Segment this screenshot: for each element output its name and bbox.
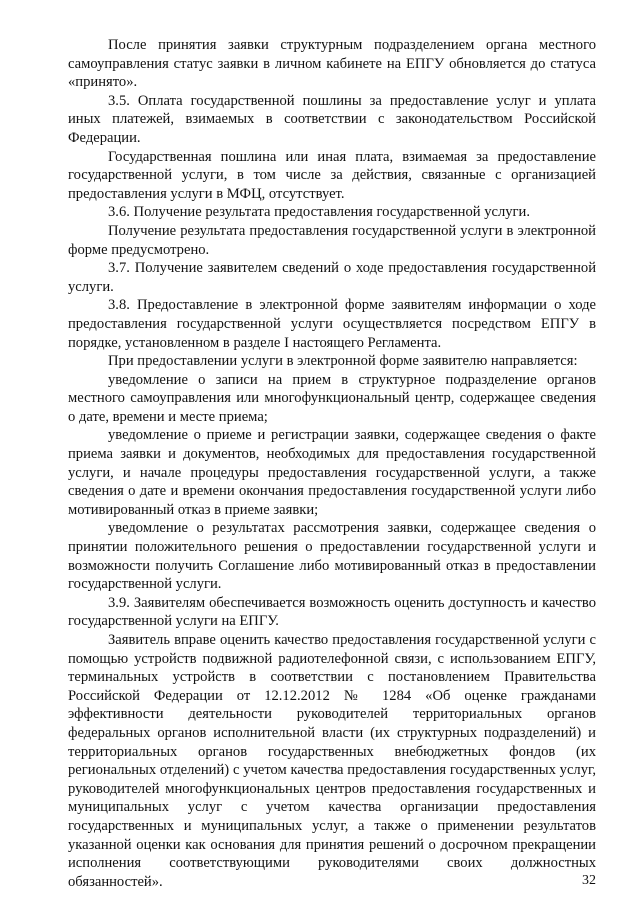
paragraph-quality-evaluation: Заявитель вправе оценить качество предоставления государственной услуги с помощью устройств подвижной радиотелефонной связи, с использованием ЕПГУ, терминальных устройств в соответствии с постановлением Правительства Российской Федерации от 12.12.2012 № 1284 «Об оценке гражданами эффективности деятельности руководителей территориальных органов федеральных органов исполнительной власти (их структурных подразделений) и территориальных органов государственных внебюджетных фондов (их региональных отделений) с учетом качества предоставления государственных услуг, руководителей многофункциональных центров предоставления государственных и муниципальных услуг с учетом качества организации предоставления государственных и муниципальных услуг, а также о применении результатов указанной оценки как основания для принятия решений о досрочном прекращении исполнения соответствующими руководителями своих должностных обязанностей». [68, 632, 596, 890]
paragraph-section-3-6: 3.6. Получение результата предоставления государственной услуги. [108, 204, 530, 221]
document-body [68, 36, 596, 891]
paragraph-section-3-5: 3.5. Оплата государственной пошлины за предоставление услуг и уплата иных платежей, взимаемых в соответствии с законодательством Российской Федерации. [68, 92, 596, 146]
paragraph-notification-appointment: уведомление о записи на прием в структурное подразделение органов местного самоуправления или многофункциональный центр, содержащее сведения о дате, времени и месте приема; [68, 371, 596, 425]
paragraph-section-3-8: 3.8. Предоставление в электронной форме заявителям информации о ходе предоставления государственной услуги осуществляется посредством ЕПГУ в порядке, установленном в разделе I настоящего Регламента. [68, 297, 596, 351]
paragraph-notification-result: уведомление о результатах рассмотрения заявки, содержащее сведения о принятии положительного решения о предоставлении государственной услуги и возможности получить Соглашение либо мотивированный отказ в предоставлении государственной услуги. [68, 520, 596, 593]
paragraph-section-3-9: 3.9. Заявителям обеспечивается возможность оценить доступность и качество государственной услуги на ЕПГУ. [68, 594, 596, 630]
paragraph-section-3-7: 3.7. Получение заявителем сведений о ходе предоставления государственной услуги. [68, 260, 596, 295]
paragraph-result-electronic: Получение результата предоставления государственной услуги в электронной форме предусмотрено. [68, 222, 596, 258]
paragraph-status-update: После принятия заявки структурным подразделением органа местного самоуправления статус заявки в личном кабинете на ЕПГУ обновляется до статуса «принято». [68, 37, 596, 91]
paragraph-notification-registration: уведомление о приеме и регистрации заявки, содержащее сведения о факте приема заявки и документов, необходимых для предоставления государственной услуги, и начале процедуры предоставления государственной услуги, а также сведения о дате и времени окончания предоставления государственной услуги либо мотивированный отказ в приеме заявки; [68, 427, 596, 518]
page-number: 32 [582, 873, 596, 888]
paragraph-notifications-intro: При предоставлении услуги в электронной форме заявителю направляется: [108, 353, 578, 370]
paragraph-state-fee: Государственная пошлина или иная плата, взимаемая за предоставление государственной услуги, в том числе за действия, связанные с организацией предоставления услуги в МФЦ, отсутствует. [68, 148, 596, 202]
